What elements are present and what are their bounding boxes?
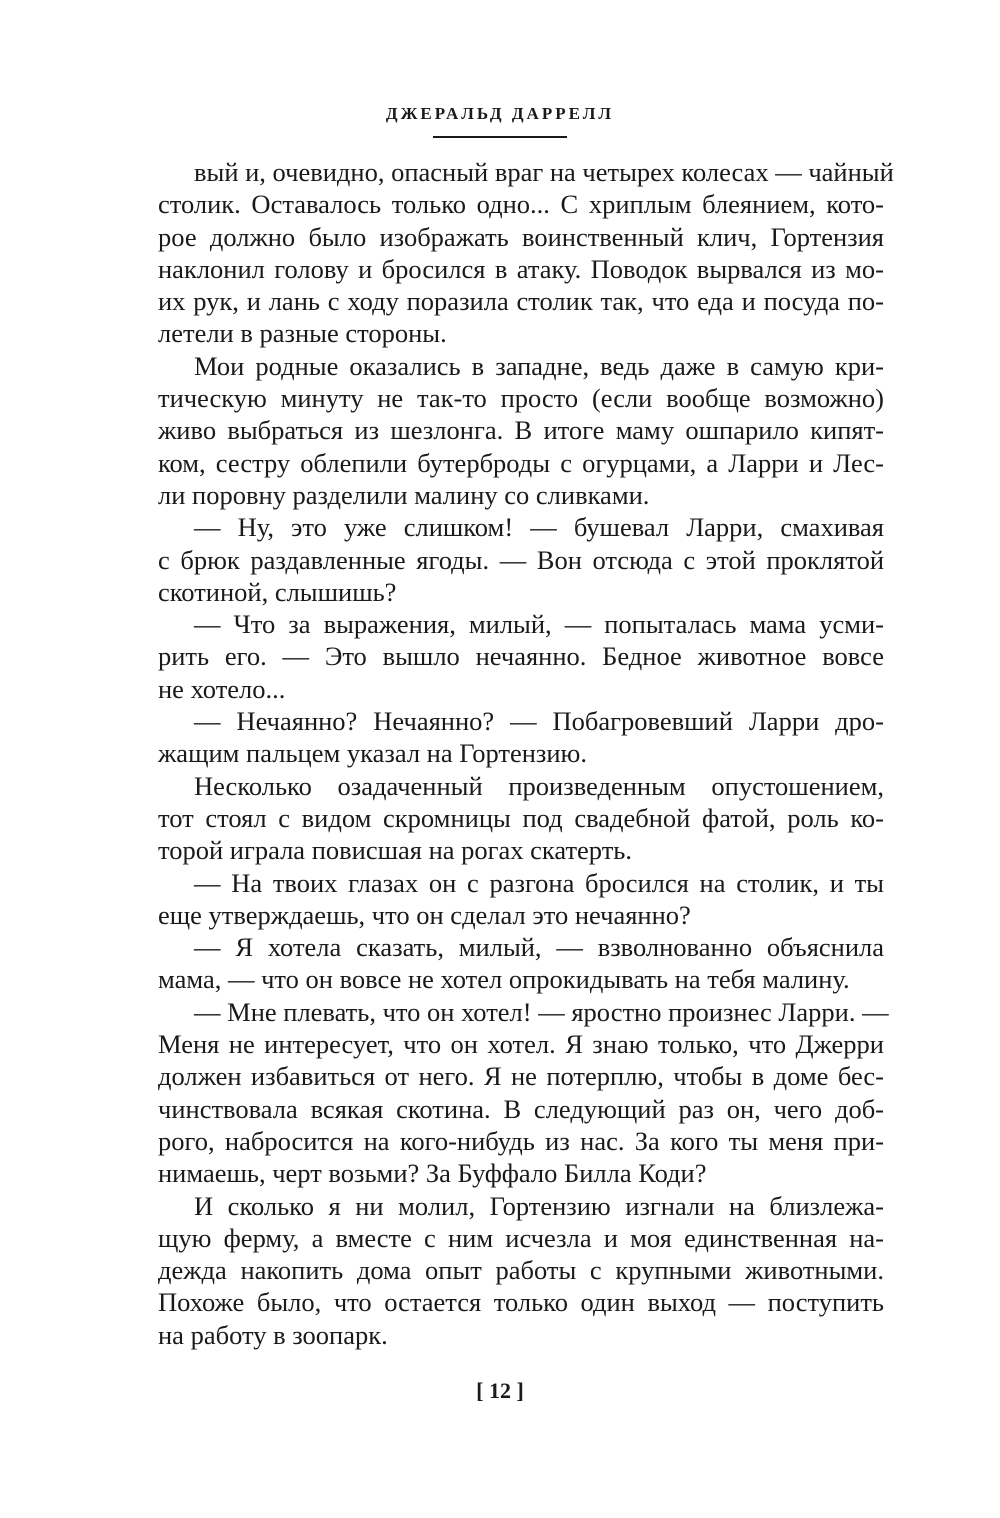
- paragraph: [158, 931, 884, 996]
- text-line: скотиной, слышишь?: [158, 576, 397, 607]
- text-line: чинствовала всякая скотина. В следующий раз он, чего доб-: [158, 1093, 884, 1124]
- text-line: живо выбраться из шезлонга. В итоге маму ошпарило кипят-: [158, 415, 884, 446]
- text-line: И сколько я ни молил, Гортензию изгнали на близлежа-: [194, 1190, 884, 1221]
- text-line: — Я хотела сказать, милый, — взволнованно объяснила: [194, 932, 884, 963]
- paragraph: [158, 511, 884, 608]
- text-line: наклонил голову и бросился в атаку. Поводок вырвался из мо-: [158, 253, 884, 284]
- text-line: тот стоял с видом скромницы под свадебной фатой, роль ко-: [158, 802, 884, 833]
- paragraph: [158, 156, 894, 350]
- paragraph: [158, 350, 884, 511]
- text-line: нимаешь, черт возьми? За Буффало Билла Коди?: [158, 1158, 707, 1189]
- text-line: ком, сестру облепили бутерброды с огурцами, а Ларри и Лес-: [158, 447, 884, 478]
- text-line: — Что за выражения, милый, — попыталась мама усми-: [194, 609, 884, 640]
- paragraph: [158, 1190, 884, 1351]
- paragraph: [158, 867, 884, 932]
- text-line: жащим пальцем указал на Гортензию.: [158, 738, 587, 769]
- text-line: не хотело...: [158, 673, 286, 704]
- body-text: [158, 156, 894, 1351]
- text-line: тическую минуту не так-то просто (если вообще возможно): [158, 383, 884, 414]
- paragraph: [158, 996, 889, 1190]
- text-line: Меня не интересует, что он хотел. Я знаю только, что Джерри: [158, 1029, 884, 1060]
- paragraph: [158, 608, 884, 705]
- text-line: — На твоих глазах он с разгона бросился на столик, и ты: [194, 867, 884, 898]
- running-head: ДЖЕРАЛЬД ДАРРЕЛЛ: [385, 104, 615, 123]
- text-line: мама, — что он вовсе не хотел опрокидывать на тебя малину.: [158, 964, 850, 995]
- text-line: ли поровну разделили малину со сливками.: [158, 479, 650, 510]
- text-line: летели в разные стороны.: [158, 318, 447, 349]
- text-line: вый и, очевидно, опасный враг на четырех колесах — чайный: [194, 157, 894, 187]
- text-line: дежда накопить дома опыт работы с крупными животными.: [158, 1255, 884, 1286]
- header-rule: [433, 136, 567, 138]
- text-line: Мои родные оказались в западне, ведь даже в самую кри-: [194, 350, 884, 381]
- text-line: рое должно было изображать воинственный клич, Гортензия: [158, 221, 884, 252]
- paragraph: [158, 705, 884, 770]
- text-line: — Ну, это уже слишком! — бушевал Ларри, смахивая: [194, 512, 884, 543]
- text-line: Несколько озадаченный произведенным опустошением,: [194, 770, 884, 801]
- page-number: [ 12 ]: [476, 1378, 524, 1403]
- text-line: столик. Оставалось только одно... С хриплым блеянием, кото-: [158, 189, 884, 220]
- text-line: на работу в зоопарк.: [158, 1319, 388, 1350]
- text-line: их рук, и лань с ходу поразила столик так, что еда и посуда по-: [158, 286, 884, 317]
- text-line: щую ферму, а вместе с ним исчезла и моя единственная на-: [158, 1222, 884, 1253]
- text-line: — Нечаянно? Нечаянно? — Побагровевший Ларри дро-: [194, 706, 884, 737]
- text-line: Похоже было, что остается только один выход — поступить: [158, 1287, 884, 1318]
- text-line: рого, набросится на кого-нибудь из нас. За кого ты меня при-: [158, 1125, 884, 1156]
- text-line: еще утверждаешь, что он сделал это нечаянно?: [158, 899, 691, 930]
- paragraph: [158, 770, 884, 867]
- text-line: должен избавиться от него. Я не потерплю, чтобы в доме бес-: [158, 1061, 884, 1092]
- text-line: с брюк раздавленные ягоды. — Вон отсюда с этой проклятой: [158, 544, 884, 575]
- text-line: — Мне плевать, что он хотел! — яростно произнес Ларри. —: [194, 996, 889, 1027]
- text-line: рить его. — Это вышло нечаянно. Бедное животное вовсе: [158, 641, 884, 672]
- text-line: торой играла повисшая на рогах скатерть.: [158, 835, 632, 866]
